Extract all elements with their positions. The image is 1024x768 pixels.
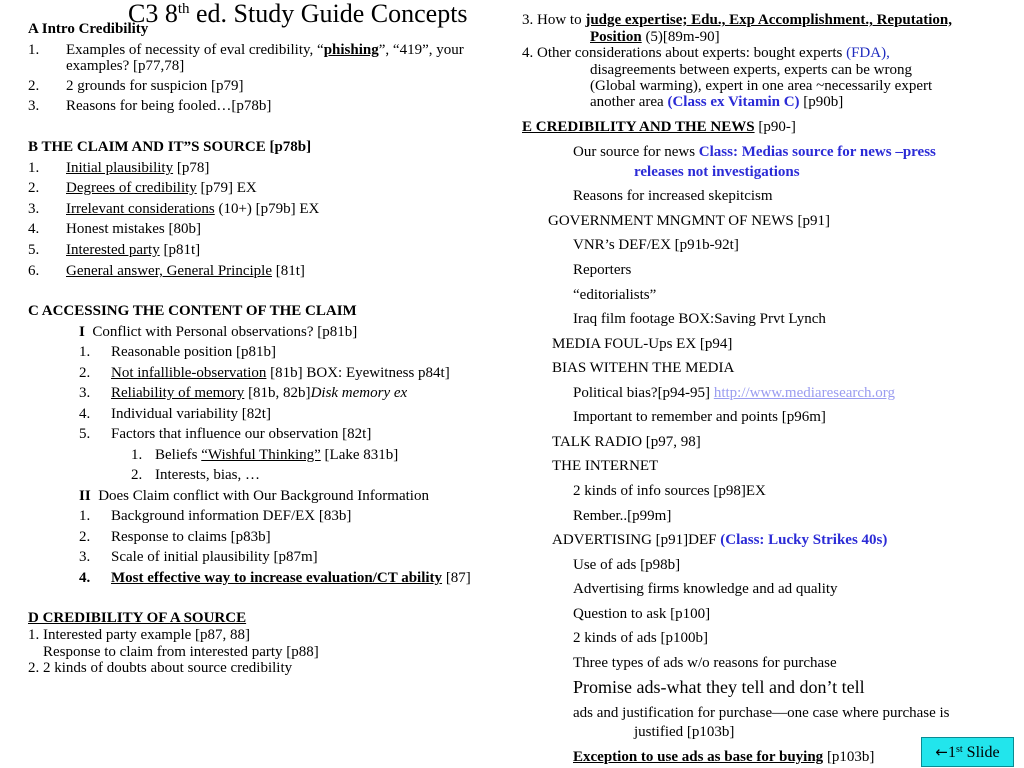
list-number: 2. bbox=[28, 78, 40, 94]
list-item: Response to claims [p83b] bbox=[111, 529, 271, 545]
nav-label-rest: Slide bbox=[962, 744, 1000, 761]
outline-item: 2 kinds of info sources [p98]EX bbox=[573, 483, 766, 499]
list-item: Individual variability [82t] bbox=[111, 406, 271, 422]
section-d-heading: D CREDIBILITY OF A SOURCE bbox=[28, 610, 247, 626]
item-term: Degrees of credibility bbox=[66, 180, 197, 196]
item-term: Position bbox=[590, 29, 642, 45]
list-number: 2. bbox=[131, 467, 143, 483]
subsection-heading bbox=[79, 324, 357, 341]
list-number: 4. bbox=[79, 406, 91, 422]
nav-label: 1 bbox=[948, 744, 956, 761]
outline-item: Reasons for increased skepitcism bbox=[573, 188, 773, 204]
item-ref: [81b] BOX: Eyewitness p84t] bbox=[266, 365, 450, 381]
item-text: Examples of necessity of eval credibility, “ bbox=[66, 42, 324, 58]
item-ref: [87] bbox=[442, 570, 471, 586]
item-ref: (5)[89m-90] bbox=[641, 29, 720, 45]
title-sup: th bbox=[177, 1, 190, 17]
roman-numeral: II bbox=[79, 488, 91, 504]
list-item bbox=[111, 570, 471, 587]
class-note: Class: Medias source for news –press bbox=[698, 144, 936, 160]
item-term: Not infallible-observation bbox=[111, 365, 267, 381]
list-item: Factors that influence our observation [82t] bbox=[111, 426, 372, 442]
heading-ref: [p90-] bbox=[754, 119, 796, 135]
section-d-line: 2. 2 kinds of doubts about source credibility bbox=[28, 660, 293, 676]
class-note: (Class ex Vitamin C) bbox=[667, 94, 800, 110]
item-ref: [p79] EX bbox=[196, 180, 257, 196]
item-ref: [81b, 82b] bbox=[244, 385, 311, 401]
item-term: Most effective way to increase evaluation/CT ability bbox=[111, 570, 443, 586]
experts-item bbox=[522, 45, 890, 62]
list-item bbox=[66, 160, 209, 177]
outline-item bbox=[573, 385, 895, 402]
list-item: Reasonable position [p81b] bbox=[111, 344, 276, 360]
item-text: Beliefs bbox=[155, 447, 202, 463]
list-number: 5. bbox=[79, 426, 91, 442]
outline-item: Advertising firms knowledge and ad quality bbox=[573, 581, 838, 597]
class-note: (FDA), bbox=[846, 45, 890, 61]
list-number: 1. bbox=[131, 447, 143, 463]
list-item bbox=[66, 242, 200, 259]
outline-item: Three types of ads w/o reasons for purchase bbox=[573, 655, 837, 671]
outline-item: ads and justification for purchase—one case where purchase is bbox=[573, 705, 950, 721]
list-item: Scale of initial plausibility [p87m] bbox=[111, 549, 318, 565]
list-item bbox=[66, 42, 464, 59]
section-d-line: Response to claim from interested party [p88] bbox=[28, 644, 319, 660]
list-number: 3. bbox=[28, 201, 40, 217]
list-number: 1. bbox=[79, 344, 91, 360]
item-term: Interested party bbox=[66, 242, 160, 258]
item-text: Our source for news bbox=[573, 144, 699, 160]
item-ref: (10+) [p79b] EX bbox=[214, 201, 320, 217]
list-item bbox=[66, 201, 319, 218]
outline-item: Reporters bbox=[573, 262, 632, 278]
outline-heading: THE INTERNET bbox=[552, 458, 659, 474]
item-ref: [p81t] bbox=[159, 242, 201, 258]
expertise-item bbox=[522, 12, 952, 29]
outline-item: Iraq film footage BOX:Saving Prvt Lynch bbox=[573, 311, 826, 327]
item-term: General answer, General Principle bbox=[66, 263, 272, 279]
list-item: Honest mistakes [80b] bbox=[66, 221, 201, 237]
item-term: Irrelevant considerations bbox=[66, 201, 215, 217]
outline-heading: TALK RADIO [p97, 98] bbox=[552, 434, 701, 450]
item-ref: [p103b] bbox=[823, 749, 875, 765]
expertise-item-continued bbox=[590, 29, 720, 46]
list-item: 2 grounds for suspicion [p79] bbox=[66, 78, 244, 94]
item-ref: [p90b] bbox=[799, 94, 844, 110]
page-title bbox=[128, 0, 468, 28]
arrow-left-icon: ← bbox=[935, 743, 948, 761]
subsection-text: Conflict with Personal observations? [p81b] bbox=[84, 324, 358, 340]
list-item bbox=[111, 365, 450, 382]
item-term: Exception to use ads as base for buying bbox=[573, 749, 824, 765]
list-number: 2. bbox=[28, 180, 40, 196]
experts-item-continued bbox=[590, 94, 843, 111]
experts-item-continued: (Global warming), expert in one area ~necessarily expert bbox=[590, 78, 933, 94]
item-ref: [Lake 831b] bbox=[320, 447, 399, 463]
list-number: 5. bbox=[28, 242, 40, 258]
outline-item: VNR’s DEF/EX [p91b-92t] bbox=[573, 237, 739, 253]
list-item bbox=[111, 385, 407, 402]
list-item: Background information DEF/EX [83b] bbox=[111, 508, 352, 524]
list-item: Reasons for being fooled…[p78b] bbox=[66, 98, 272, 114]
item-term: Initial plausibility bbox=[66, 160, 174, 176]
list-item bbox=[66, 180, 257, 197]
section-c-heading: C ACCESSING THE CONTENT OF THE CLAIM bbox=[28, 303, 357, 319]
outline-item-continued: justified [p103b] bbox=[634, 724, 735, 740]
list-number: 4. bbox=[79, 570, 91, 586]
list-item bbox=[155, 447, 398, 464]
outline-heading: MEDIA FOUL-Ups EX [p94] bbox=[552, 336, 733, 352]
outline-item: Use of ads [p98b] bbox=[573, 557, 681, 573]
item-ref: [81t] bbox=[271, 263, 305, 279]
subsection-heading bbox=[79, 488, 429, 505]
item-term: judge expertise; Edu., Exp Accomplishment., Reputation, bbox=[585, 12, 953, 28]
heading-text: ADVERTISING [p91]DEF bbox=[552, 532, 721, 548]
list-number: 1. bbox=[79, 508, 91, 524]
item-text: ”, “419”, your bbox=[378, 42, 464, 58]
list-number: 2. bbox=[79, 365, 91, 381]
item-note: Disk memory ex bbox=[310, 385, 408, 401]
list-number: 3. bbox=[28, 98, 40, 114]
class-note: (Class: Lucky Strikes 40s) bbox=[720, 532, 888, 548]
first-slide-button[interactable] bbox=[921, 737, 1014, 767]
outline-item: Promise ads-what they tell and don’t tell bbox=[573, 677, 865, 697]
item-text: 3. How to bbox=[522, 12, 586, 28]
outline-heading: BIAS WITEHN THE MEDIA bbox=[552, 360, 735, 376]
list-item: Interests, bias, … bbox=[155, 467, 260, 483]
item-ref: [p78] bbox=[173, 160, 210, 176]
list-number: 2. bbox=[79, 529, 91, 545]
outline-item: Important to remember and points [p96m] bbox=[573, 409, 826, 425]
section-a-heading: A Intro Credibility bbox=[28, 21, 149, 37]
outline-item-continued: releases not investigations bbox=[634, 164, 800, 180]
list-number: 3. bbox=[79, 385, 91, 401]
section-d-line: 1. Interested party example [p87, 88] bbox=[28, 627, 251, 643]
experts-item-continued: disagreements between experts, experts can be wrong bbox=[590, 62, 912, 78]
outline-item bbox=[573, 749, 874, 766]
list-number: 1. bbox=[28, 42, 40, 58]
roman-numeral: I bbox=[79, 324, 85, 340]
heading-text: E CREDIBILITY AND THE NEWS bbox=[522, 119, 755, 135]
item-text: another area bbox=[590, 94, 668, 110]
outline-heading: GOVERNMENT MNGMNT OF NEWS [p91] bbox=[548, 213, 830, 229]
outline-item bbox=[573, 144, 936, 161]
list-number: 3. bbox=[79, 549, 91, 565]
title-text: C3 8 bbox=[128, 0, 178, 28]
outline-item: 2 kinds of ads [p100b] bbox=[573, 630, 708, 646]
item-term: “Wishful Thinking” bbox=[201, 447, 321, 463]
nav-label-sup: st bbox=[956, 744, 963, 755]
outline-item: Rember..[p99m] bbox=[573, 508, 672, 524]
section-e-heading bbox=[522, 119, 796, 136]
list-number: 6. bbox=[28, 263, 40, 279]
item-keyword: phishing bbox=[323, 42, 379, 58]
item-text: Political bias?[p94-95] bbox=[573, 385, 714, 401]
list-number: 1. bbox=[28, 160, 40, 176]
mediaresearch-link[interactable]: http://www.mediaresearch.org bbox=[713, 385, 896, 401]
item-term: Reliability of memory bbox=[111, 385, 245, 401]
item-text: 4. Other considerations about experts: bought experts bbox=[522, 45, 847, 61]
section-b-heading: B THE CLAIM AND IT”S SOURCE [p78b] bbox=[28, 139, 312, 155]
list-item bbox=[66, 263, 305, 280]
subsection-text: Does Claim conflict with Our Background Information bbox=[90, 488, 429, 504]
outline-item: Question to ask [p100] bbox=[573, 606, 711, 622]
title-rest: ed. Study Guide Concepts bbox=[189, 0, 468, 28]
outline-heading bbox=[552, 532, 887, 549]
list-number: 4. bbox=[28, 221, 40, 237]
outline-item: “editorialists” bbox=[573, 287, 657, 303]
list-item-continued: examples? [p77,78] bbox=[66, 58, 185, 74]
